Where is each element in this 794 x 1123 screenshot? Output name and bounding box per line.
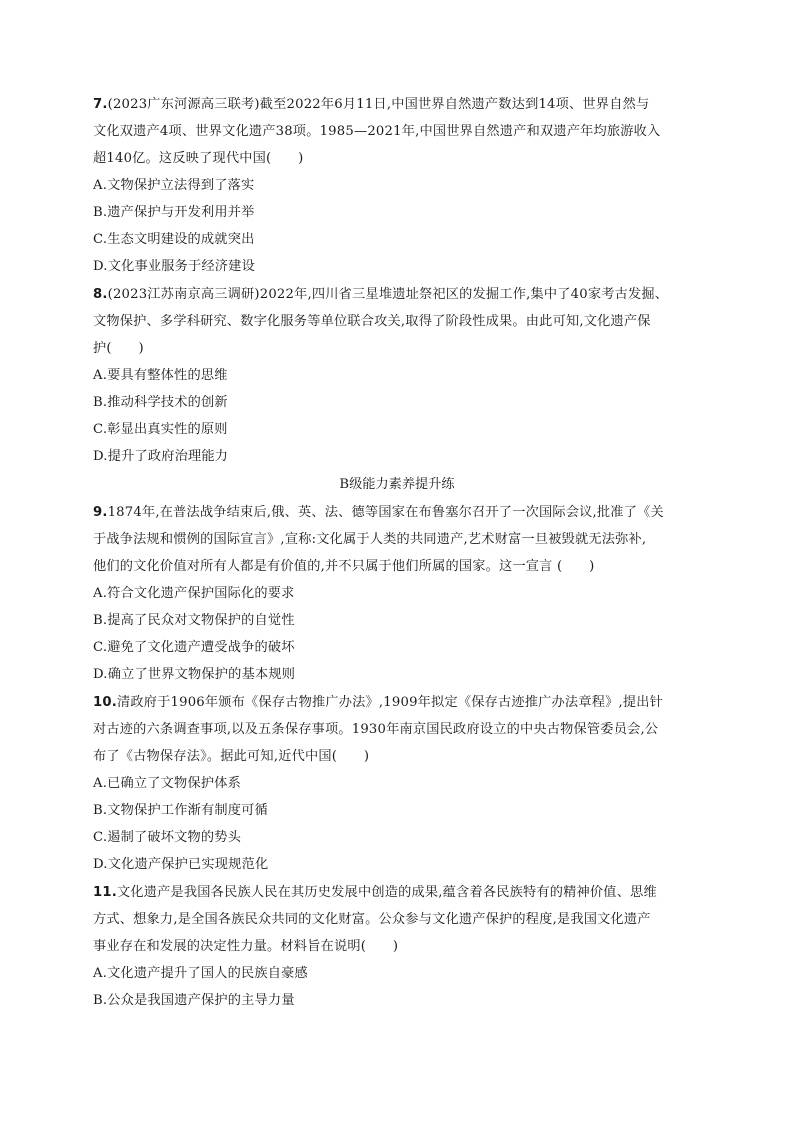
question-text: (2023江苏南京高三调研)2022年,四川省三星堆遗址祭祀区的发掘工作,集中了40家考古发掘、 xyxy=(107,287,669,302)
question-number: 7. xyxy=(93,97,108,112)
question-10-line-2: 对古迹的六条调查事项,以及五条保存事项。1930年南京国民政府设立的中央古物保管委员会,公 xyxy=(93,722,659,737)
option-10a: A.已确立了文物保护体系 xyxy=(93,776,241,791)
option-9a: A.符合文化遗产保护国际化的要求 xyxy=(93,586,295,601)
question-11-line-2: 方式、想象力,是全国各族民众共同的文化财富。公众参与文化遗产保护的程度,是我国文化遗产 xyxy=(93,912,651,927)
question-10-line-1 xyxy=(93,694,713,712)
option-11b: B.公众是我国遗产保护的主导力量 xyxy=(93,993,295,1008)
question-number: 8. xyxy=(93,287,108,302)
question-11-line-1 xyxy=(93,884,713,902)
option-10d: D.文化遗产保护已实现规范化 xyxy=(93,857,269,872)
question-8-line-2: 文物保护、多学科研究、数字化服务等单位联合攻关,取得了阶段性成果。由此可知,文化遗产保 xyxy=(93,314,651,329)
option-7a: A.文物保护立法得到了落实 xyxy=(93,178,255,193)
question-9-line-3: 他们的文化价值对所有人都是有价值的,并不只属于他们所属的国家。这一宣言 ( ) xyxy=(93,559,595,574)
option-10b: B.文物保护工作渐有制度可循 xyxy=(93,803,268,818)
option-8d: D.提升了政府治理能力 xyxy=(93,449,229,464)
option-7d: D.文化事业服务于经济建设 xyxy=(93,259,255,274)
question-number: 9. xyxy=(93,505,108,520)
option-7b: B.遗产保护与开发利用并举 xyxy=(93,205,255,220)
question-number: 11. xyxy=(93,885,117,900)
option-9b: B.提高了民众对文物保护的自觉性 xyxy=(93,613,295,628)
question-number: 10. xyxy=(93,695,117,710)
question-7-line-2: 文化双遗产4项、世界文化遗产38项。1985—2021年,中国世界自然遗产和双遗产年均旅游收入 xyxy=(93,124,661,139)
question-9-line-1 xyxy=(93,504,713,522)
question-10-line-3: 布了《古物保存法》。据此可知,近代中国( ) xyxy=(93,749,370,764)
question-9-line-2: 于战争法规和惯例的国际宣言》,宣称:文化属于人类的共同遗产,艺术财富一旦被毁就无法弥补, xyxy=(93,532,647,547)
question-8-line-3: 护( ) xyxy=(93,341,144,356)
option-10c: C.遏制了破坏文物的势头 xyxy=(93,830,242,845)
question-8-line-1 xyxy=(93,286,713,304)
option-8a: A.要具有整体性的思维 xyxy=(93,368,228,383)
question-text: 文化遗产是我国各民族人民在其历史发展中创造的成果,蕴含着各民族特有的精神价值、思维 xyxy=(116,885,657,900)
question-text: 清政府于1906年颁布《保存古物推广办法》,1909年拟定《保存古迹推广办法章程》,提出针 xyxy=(116,695,664,710)
option-7c: C.生态文明建设的成就突出 xyxy=(93,232,255,247)
option-9d: D.确立了世界文物保护的基本规则 xyxy=(93,667,296,682)
option-11a: A.文化遗产提升了国人的民族自豪感 xyxy=(93,966,308,981)
option-9c: C.避免了文化遗产遭受战争的破坏 xyxy=(93,640,295,655)
question-7-line-1 xyxy=(93,96,713,114)
question-text: 1874年,在普法战争结束后,俄、英、法、德等国家在布鲁塞尔召开了一次国际会议,批准了《关 xyxy=(107,505,664,520)
question-11-line-3: 事业存在和发展的决定性力量。材料旨在说明( ) xyxy=(93,939,399,954)
question-text: (2023广东河源高三联考)截至2022年6月11日,中国世界自然遗产数达到14项、世界自然与 xyxy=(107,97,650,112)
option-8c: C.彰显出真实性的原则 xyxy=(93,422,228,437)
question-7-line-3: 超140亿。这反映了现代中国( ) xyxy=(93,151,304,166)
option-8b: B.推动科学技术的创新 xyxy=(93,395,228,410)
section-title: B级能力素养提升练 xyxy=(339,477,455,492)
